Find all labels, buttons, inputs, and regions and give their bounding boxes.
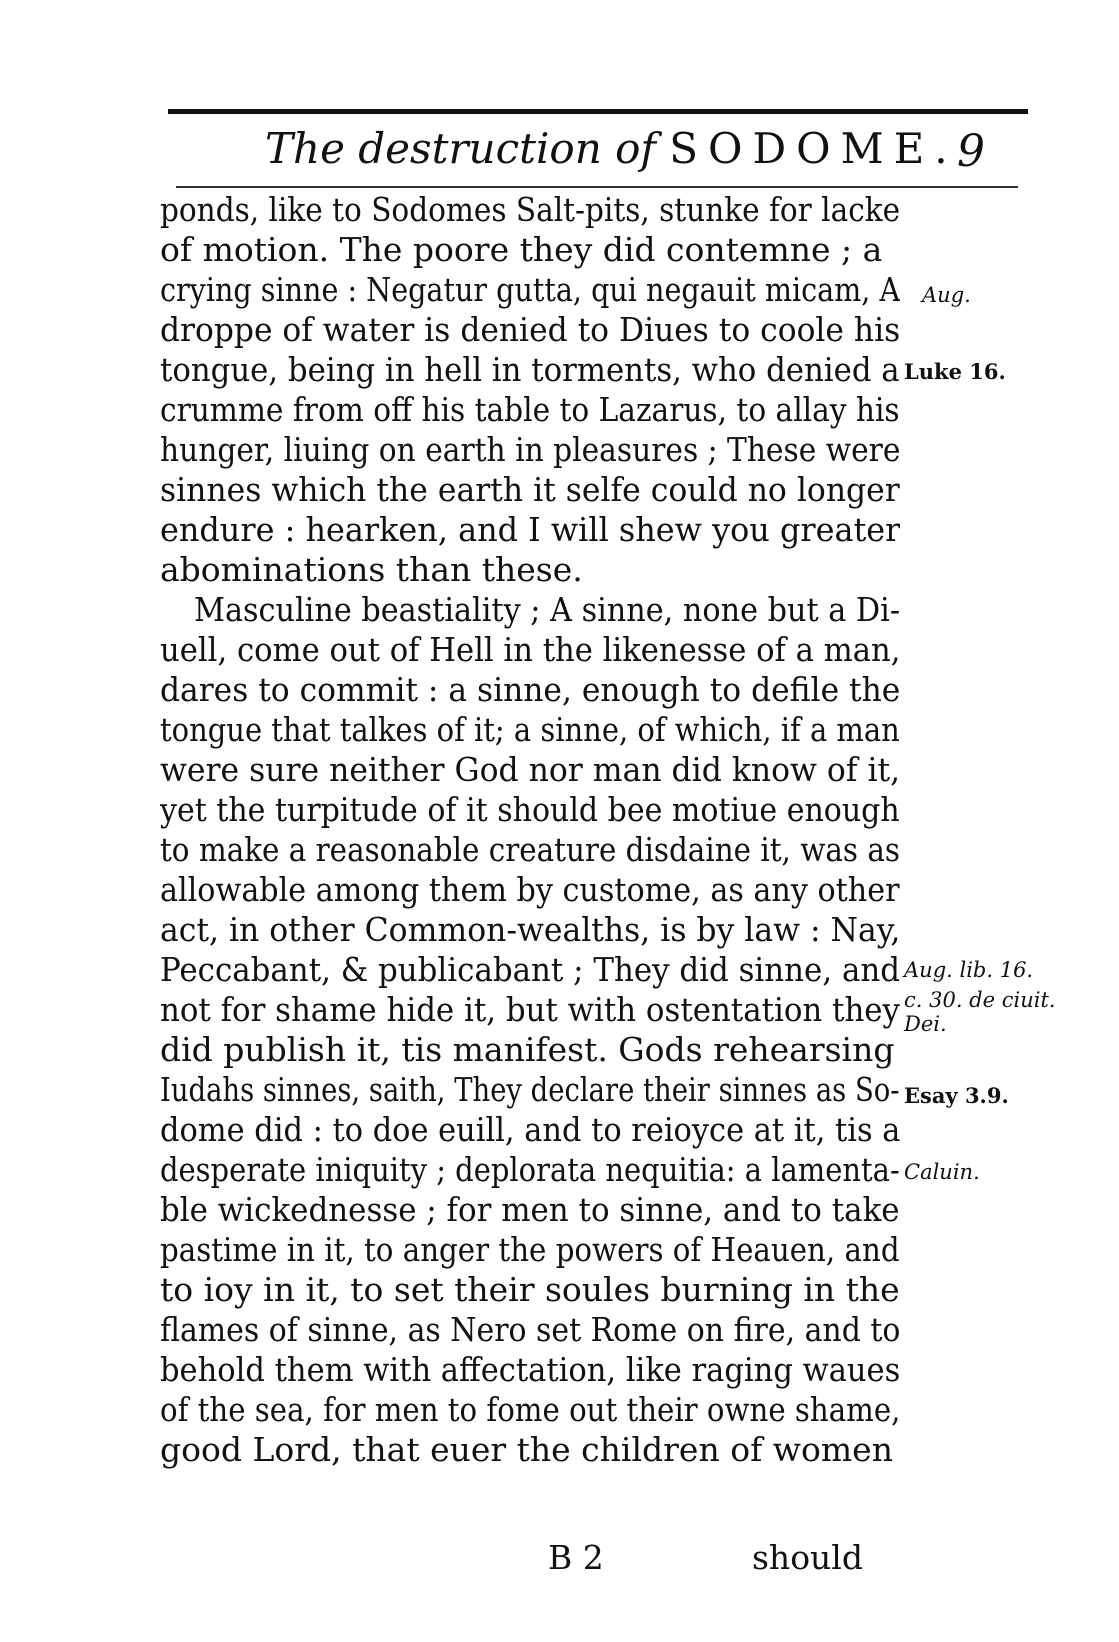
text-line: desperate iniquity ; deplorata nequitia: a lamenta- bbox=[160, 1150, 900, 1189]
signature-mark: B 2 bbox=[548, 1538, 604, 1577]
text-line: of the sea, for men to fome out their owne shame, bbox=[160, 1390, 900, 1429]
text-line: did publish it, tis manifest. Gods rehearsing bbox=[160, 1030, 895, 1069]
text-line: good Lord, that euer the children of women bbox=[160, 1430, 893, 1469]
text-line: were sure neither God nor man did know of it, bbox=[160, 750, 900, 789]
text-line: uell, come out of Hell in the likenesse of a man, bbox=[160, 630, 900, 669]
text-line: dome did : to doe euill, and to reioyce at it, tis a bbox=[160, 1110, 900, 1149]
text-line: pastime in it, to anger the powers of Heauen, and bbox=[160, 1230, 900, 1269]
text-line: crying sinne : Negatur gutta, qui negauit micam, A bbox=[160, 270, 900, 309]
text-line: ble wickednesse ; for men to sinne, and to take bbox=[160, 1190, 900, 1229]
marginal-note: Esay 3.9. bbox=[904, 1083, 1009, 1108]
marginal-note: Caluin. bbox=[904, 1160, 980, 1184]
text-line: crumme from off his table to Lazarus, to allay his bbox=[160, 390, 900, 429]
marginal-note: Dei. bbox=[904, 1012, 947, 1036]
text-line: not for shame hide it, but with ostentation they bbox=[160, 990, 900, 1029]
text-line: act, in other Common-wealths, is by law : Nay, bbox=[160, 910, 900, 949]
marginal-note: c. 30. de ciuit. bbox=[904, 988, 1056, 1012]
text-line: tongue, being in hell in torments, who denied a bbox=[160, 350, 900, 389]
header-underline bbox=[176, 186, 1018, 188]
running-title-italic: The destruction of bbox=[265, 124, 656, 173]
text-line: Masculine beastiality ; A sinne, none but a Di- bbox=[194, 590, 900, 629]
running-title-caps: SODOME. bbox=[669, 124, 958, 173]
page-number: 9 bbox=[957, 126, 985, 177]
catchword: should bbox=[752, 1538, 863, 1577]
text-line: flames of sinne, as Nero set Rome on fire, and to bbox=[160, 1310, 900, 1349]
text-line: endure : hearken, and I will shew you greater bbox=[160, 510, 900, 549]
text-line: Iudahs sinnes, saith, They declare their sinnes as So- bbox=[160, 1070, 900, 1109]
text-line: hunger, liuing on earth in pleasures ; These were bbox=[160, 430, 900, 469]
text-line: allowable among them by custome, as any other bbox=[160, 870, 900, 909]
text-line: abominations than these. bbox=[160, 550, 583, 589]
text-line: to ioy in it, to set their soules burning in the bbox=[160, 1270, 900, 1309]
text-line: dares to commit : a sinne, enough to defile the bbox=[160, 670, 900, 709]
text-line: tongue that talkes of it; a sinne, of which, if a man bbox=[160, 710, 900, 749]
text-line: to make a reasonable creature disdaine it, was as bbox=[160, 830, 900, 869]
text-line: Peccabant, & publicabant ; They did sinne, and bbox=[160, 950, 900, 989]
text-line: behold them with affectation, like raging waues bbox=[160, 1350, 900, 1389]
text-line: ponds, like to Sodomes Salt-pits, stunke for lacke bbox=[160, 190, 900, 229]
running-title bbox=[265, 124, 958, 174]
marginal-note: Luke 16. bbox=[904, 359, 1006, 384]
header-rule bbox=[168, 109, 1028, 114]
marginal-note: Aug. lib. 16. bbox=[904, 958, 1034, 982]
text-line: droppe of water is denied to Diues to coole his bbox=[160, 310, 900, 349]
text-line: sinnes which the earth it selfe could no longer bbox=[160, 470, 900, 509]
text-line: yet the turpitude of it should bee motiue enough bbox=[160, 790, 900, 829]
marginal-note: Aug. bbox=[922, 283, 971, 307]
text-line: of motion. The poore they did contemne ; a bbox=[160, 230, 883, 269]
